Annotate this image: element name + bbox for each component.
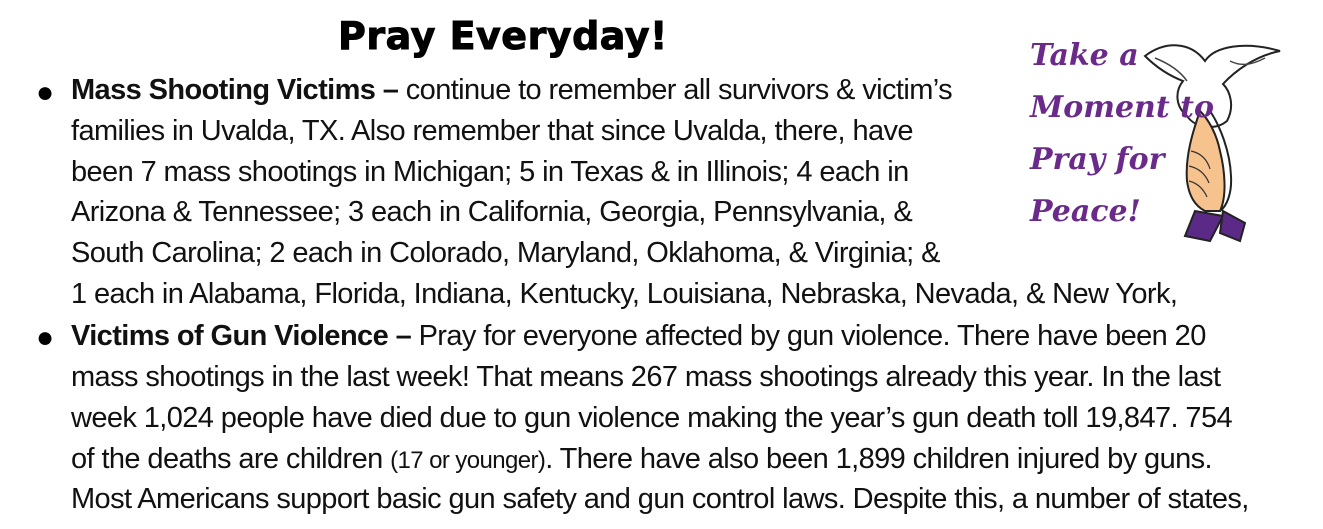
list-item-line bbox=[71, 442, 1212, 478]
list-item-line: been 7 mass shootings in Michigan; 5 in Texas & in Illinois; 4 each in bbox=[71, 156, 909, 188]
list-item-line: Arizona & Tennessee; 3 each in California, Georgia, Pennsylvania, & bbox=[71, 196, 913, 228]
list-item-line: South Carolina; 2 each in Colorado, Maryland, Oklahoma, & Virginia; & bbox=[71, 237, 940, 269]
item-text-small: (17 or younger) bbox=[390, 447, 546, 474]
bullet-icon: ● bbox=[36, 76, 55, 109]
list-item-line: families in Uvalda, TX. Also remember that since Uvalda, there, have bbox=[71, 115, 913, 147]
item-heading: Mass Shooting Victims – bbox=[71, 74, 399, 106]
list-item-line: Most Americans support basic gun safety and gun control laws. Despite this, a number of states, bbox=[71, 483, 1249, 515]
list-item-line bbox=[71, 319, 1206, 353]
item-text: of the deaths are children bbox=[71, 443, 391, 475]
list-item-line bbox=[71, 73, 952, 107]
list-item-line: 1 each in Alabama, Florida, Indiana, Kentucky, Louisiana, Nebraska, Nevada, & New York, bbox=[71, 278, 1178, 310]
item-text: . There have also been 1,899 children injured by guns. bbox=[545, 443, 1212, 475]
item-text: continue to remember all survivors & victim’s bbox=[398, 74, 952, 106]
page-title: Pray Everyday! bbox=[338, 14, 668, 58]
prayer-graphic-text: Take a Moment to Pray for Peace! bbox=[1030, 38, 1215, 229]
list-item-line: week 1,024 people have died due to gun violence making the year’s gun death toll 19,847. 754 bbox=[71, 402, 1233, 434]
bullet-icon: ● bbox=[36, 321, 55, 354]
list-item-line: mass shootings in the last week! That means 267 mass shootings already this year. In the last bbox=[71, 361, 1221, 393]
item-text: Pray for everyone affected by gun violence. There have been 20 bbox=[411, 320, 1206, 352]
item-heading: Victims of Gun Violence – bbox=[71, 320, 412, 352]
